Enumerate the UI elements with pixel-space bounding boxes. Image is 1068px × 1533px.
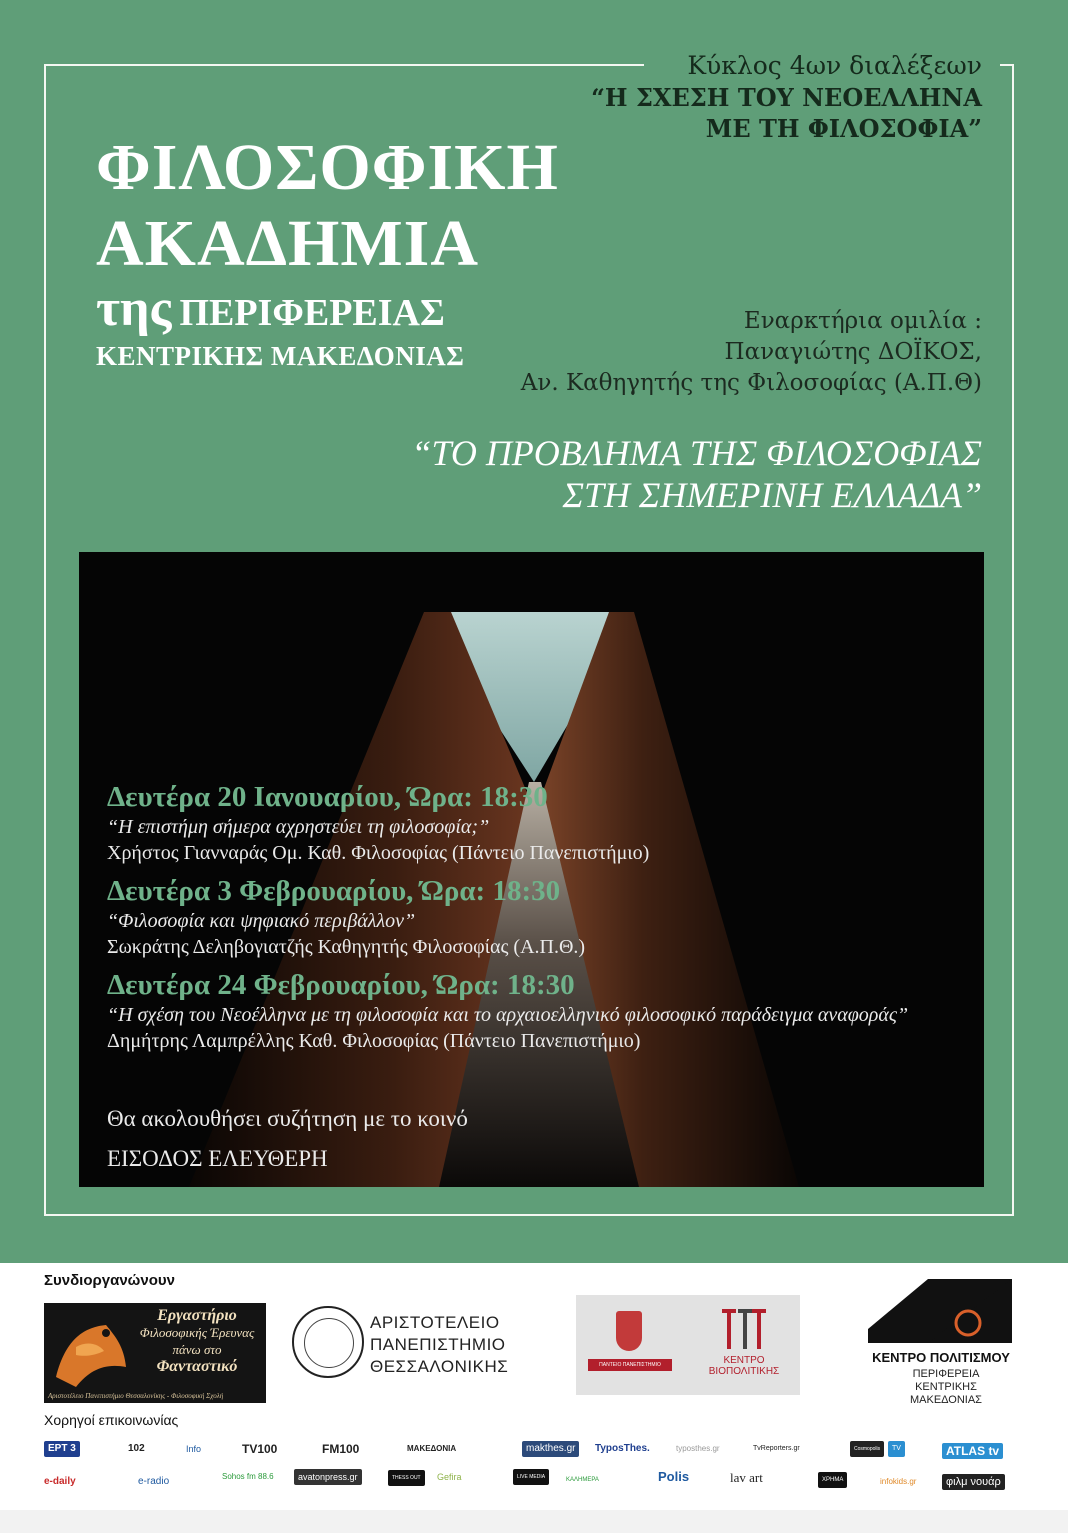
event-speaker: Δημήτρης Λαμπρέλλης Καθ. Φιλοσοφίας (Πάντειο Πανεπιστήμιο): [107, 1030, 641, 1052]
series-line-1: Κύκλος 4ων διαλέξεων: [687, 51, 982, 80]
sponsor-info: Info: [186, 1444, 202, 1454]
sponsor-atlas: ATLAS tv: [942, 1443, 1003, 1459]
sponsor-eradio: e-radio: [138, 1476, 170, 1487]
event-date: Δευτέρα 3 Φεβρουαρίου, Ώρα: 18:30: [107, 875, 561, 907]
sponsor-cosmopolis: Cosmopolis: [850, 1441, 884, 1457]
sponsor-lavart: lav art: [730, 1470, 763, 1485]
auth-name: [370, 1312, 508, 1378]
sponsor-edaily: e-daily: [44, 1476, 76, 1487]
sponsor-thessout: THESS OUT: [388, 1470, 425, 1486]
auth-seal-icon: [292, 1306, 364, 1378]
academy-ths: της: [96, 280, 172, 337]
academy-line-3: [96, 280, 559, 338]
lab-line-4: Φανταστικό: [156, 1358, 238, 1375]
academy-line-4: ΚΕΝΤΡΙΚΗΣ ΜΑΚΕΔΟΝΙΑΣ: [96, 341, 465, 371]
culture-line-3: ΚΕΝΤΡΙΚΗΣ: [915, 1381, 977, 1393]
events-list: [107, 780, 987, 1062]
opening-topic: [411, 432, 982, 516]
culture-center-mark-icon: [868, 1279, 1012, 1343]
event-speaker: Χρήστος Γιανναράς Ομ. Καθ. Φιλοσοφίας (Πάντειο Πανεπιστήμιο): [107, 842, 650, 864]
sponsor-livemedia: LIVE MEDIA: [513, 1469, 549, 1485]
culture-center-logo: [867, 1279, 1015, 1411]
sponsor-typosthes: TyposThes.: [595, 1443, 650, 1454]
opening-line-3: Αν. Καθηγητής της Φιλοσοφίας (Α.Π.Θ): [520, 370, 982, 396]
sponsor-xrima: ΧΡΗΜΑ: [818, 1472, 847, 1488]
griffin-icon: [46, 1307, 136, 1397]
sponsor-filmnouar: φιλμ νουάρ: [942, 1474, 1005, 1490]
biopolitics-text: [704, 1355, 784, 1377]
series-line-2: “Η ΣΧΕΣΗ ΤΟΥ ΝΕΟΕΛΛΗΝΑ: [591, 83, 982, 112]
culture-line-2: ΠΕΡΙΦΕΡΕΙΑ: [912, 1368, 980, 1380]
culture-center-region: [867, 1368, 1025, 1407]
opening-lecture: [521, 306, 982, 399]
event-date: Δευτέρα 24 Φεβρουαρίου, Ώρα: 18:30: [107, 969, 575, 1001]
lab-line-2: Φιλοσοφικής Έρευνας: [139, 1325, 255, 1340]
event-date: Δευτέρα 20 Ιανουαρίου, Ώρα: 18:30: [107, 781, 548, 813]
panteio-shield-icon: [616, 1311, 642, 1351]
lab-logo-footer: Αριστοτέλειο Πανεπιστήμιο Θεσσαλονίκης - Φιλοσοφική Σχολή: [48, 1392, 224, 1400]
bio-line-2: ΒΙΟΠΟΛΙΤΙΚΗΣ: [708, 1366, 780, 1377]
event-title: “Η επιστήμη σήμερα αχρηστεύει τη φιλοσοφία;”: [107, 816, 490, 838]
lab-line-3: πάνω στο: [172, 1342, 222, 1357]
academy-title: [96, 130, 559, 374]
sponsor-102: 102: [128, 1443, 145, 1454]
opening-line-2: Παναγιώτης ΔΟΪΚΟΣ,: [724, 339, 982, 365]
frame-top-right: [1000, 64, 1014, 66]
sponsor-infokids: infokids.gr: [880, 1477, 917, 1486]
lab-logo-text: [130, 1307, 264, 1375]
event-title: “Η σχέση του Νεοέλληνα με τη φιλοσοφία και το αρχαιοελληνικό φιλοσοφικό παράδειγμα αναφοράς”: [107, 1004, 909, 1026]
bio-line-1: ΚΕΝΤΡΟ: [723, 1355, 765, 1366]
event-item: [107, 968, 987, 1054]
event-item: [107, 780, 987, 866]
sponsor-typosthes-gr: typosthes.gr: [676, 1444, 720, 1453]
sponsor-gefira: Gefira: [437, 1472, 462, 1482]
sponsor-tv: TV: [888, 1441, 905, 1457]
event-speaker: Σωκράτης Δεληβογιατζής Καθηγητής Φιλοσοφίας (Α.Π.Θ.): [107, 936, 586, 958]
event-title: “Φιλοσοφία και ψηφιακό περιβάλλον”: [107, 910, 416, 932]
sponsor-polis: Polis: [658, 1469, 690, 1484]
auth-line-1: ΑΡΙΣΤΟΤΕΛΕΙΟ: [370, 1313, 500, 1332]
sponsor-ert3: ΕΡΤ 3: [44, 1441, 80, 1457]
biopolitics-icon: [722, 1309, 766, 1349]
frame-top-left: [44, 64, 644, 66]
sponsor-avatonpress: avatonpress.gr: [294, 1469, 362, 1485]
opening-line-1: Εναρκτήρια ομιλία :: [743, 308, 982, 334]
free-entry-note: ΕΙΣΟΔΟΣ ΕΛΕΥΘΕΡΗ: [107, 1146, 328, 1171]
co-organizers-label: Συνδιοργανώνουν: [44, 1272, 175, 1289]
sponsor-makthes: makthes.gr: [522, 1441, 579, 1457]
academy-line-1: ΦΙΛΟΣΟΦΙΚΗ: [96, 131, 559, 204]
culture-line-4: ΜΑΚΕΔΟΝΙΑΣ: [910, 1394, 982, 1406]
sponsors-label: Χορηγοί επικοινωνίας: [44, 1412, 179, 1428]
lecture-series-heading: [591, 50, 982, 144]
topic-line-2: ΣΤΗ ΣΗΜΕΡΙΝΗ ΕΛΛΑΔΑ”: [562, 475, 982, 515]
topic-line-1: “ΤΟ ΠΡΟΒΛΗΜΑ ΤΗΣ ΦΙΛΟΣΟΦΙΑΣ: [411, 433, 982, 473]
sponsor-tvreporters: TvReporters.gr: [753, 1445, 800, 1452]
bottom-strip: [0, 1510, 1068, 1533]
lab-line-1: Εργαστήριο: [157, 1307, 237, 1324]
culture-center-title: ΚΕΝΤΡΟ ΠΟΛΙΤΙΣΜΟΥ: [872, 1350, 1010, 1365]
auth-line-3: ΘΕΣΣΑΛΟΝΙΚΗΣ: [370, 1357, 509, 1376]
panteio-banner: ΠΑΝΤΕΙΟ ΠΑΝΕΠΙΣΤΗΜΙΟ: [588, 1359, 672, 1371]
sponsor-fm100: FM100: [322, 1442, 360, 1456]
event-item: [107, 874, 987, 960]
academy-region: ΠΕΡΙΦΕΡΕΙΑΣ: [179, 292, 445, 334]
sponsor-kalimera: ΚΑΛΗΜΕΡΑ: [566, 1477, 599, 1483]
academy-line-2: ΑΚΑΔΗΜΙΑ: [96, 207, 480, 280]
lab-logo: [44, 1303, 266, 1403]
discussion-note: Θα ακολουθήσει συζήτηση με το κοινό: [107, 1106, 468, 1131]
sponsor-tv100: TV100: [242, 1442, 278, 1456]
sponsor-sohos: Sohos fm 88.6: [222, 1472, 274, 1481]
sponsor-makedonia: ΜΑΚΕΔΟΝΙΑ: [407, 1444, 457, 1453]
series-line-3: ΜΕ ΤΗ ΦΙΛΟΣΟΦΙΑ”: [705, 114, 982, 143]
auth-line-2: ΠΑΝΕΠΙΣΤΗΜΙΟ: [370, 1335, 506, 1354]
panteio-logos: [576, 1295, 800, 1395]
